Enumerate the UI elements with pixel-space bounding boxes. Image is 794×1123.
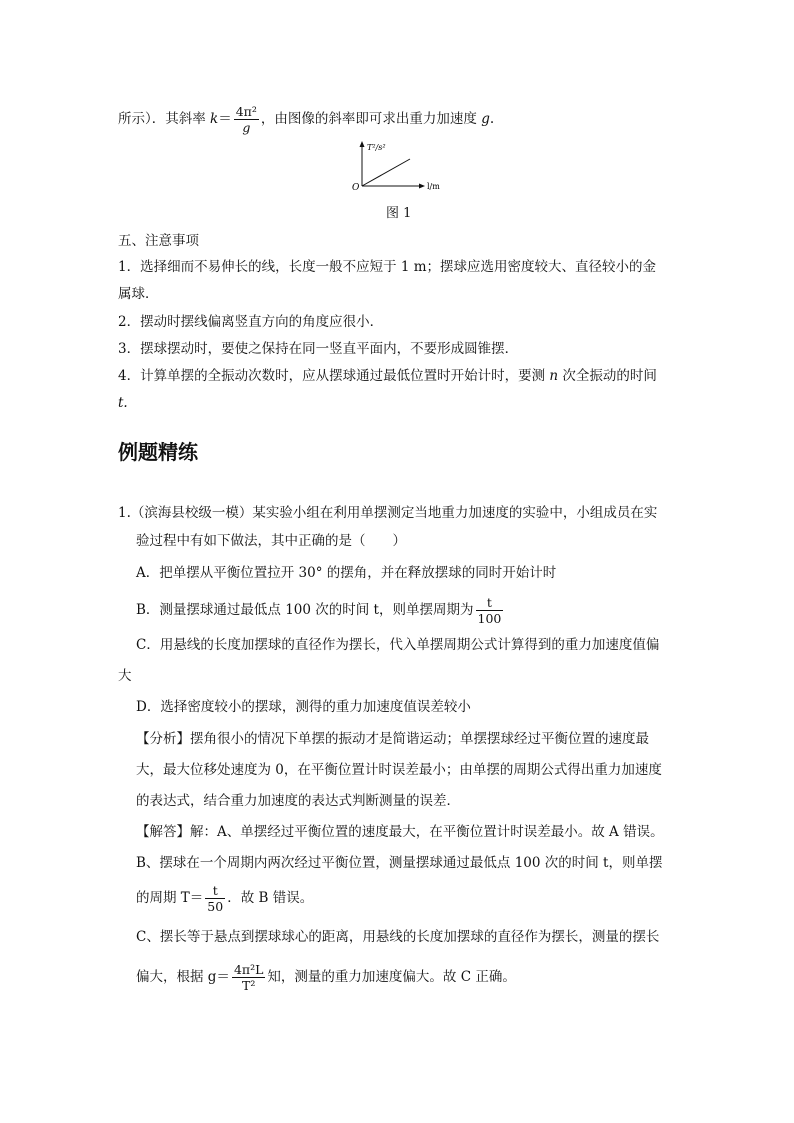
figure-caption: 图 1 [386,206,412,221]
x-axis-arrow [419,184,425,189]
analysis-line-2: 大，最大位移处速度为 0，在平衡位置计时误差最小；由单摆的周期公式得出重力加速度 [136,762,662,778]
fraction-numerator: 4π²L [233,962,264,977]
x-axis-label: l/m [427,182,440,191]
figure-graph [340,138,450,198]
note-4a [118,366,657,386]
solution-line-3 [136,883,313,914]
fraction-denominator: g [242,120,251,135]
analysis-line-1: 【分析】摆角很小的情况下单摆的振动才是简谐运动；单摆摆球经过平衡位置的速度最 [136,731,649,747]
solution-line-5 [136,962,516,993]
solution-line-1: 【解答】解：A、单摆经过平衡位置的速度最大，在平衡位置计时误差最小。故 A 错误。 [136,824,664,840]
note-4b: t. [118,395,128,411]
graph-line [362,159,410,186]
solution-line-2: B、摆球在一个周期内两次经过平衡位置，测量摆球通过最低点 100 次的时间 t，则单摆 [136,855,663,871]
note-1b: 属球． [118,286,159,302]
period-fraction [205,883,225,914]
text-segment: ．故 B 错误。 [227,890,314,906]
equals-sign: ＝ [218,111,232,127]
graph-svg [340,138,450,198]
option-b-fraction [476,595,504,626]
solution-line-4: C、摆长等于悬点到摆球球心的距离，用悬线的长度加摆球的直径作为摆长，测量的摆长 [136,929,660,945]
intro-slope-line [118,104,494,135]
text-segment: 所示）．其斜率 [118,111,211,127]
section-heading: 例题精练 [118,440,198,464]
fraction-denominator: 50 [207,899,224,914]
notes-title: 五、注意事项 [118,233,199,249]
slope-variable: k [210,111,219,127]
text-segment: 次全振动的时间 [558,368,657,384]
option-a: A．把单摆从平衡位置拉开 30° 的摆角，并在释放摆球的同时开始计时 [136,565,557,581]
y-axis-arrow [360,141,365,147]
question-line-2: 验过程中有如下做法，其中正确的是（ ） [136,533,406,549]
slope-fraction [234,104,259,135]
fraction-numerator: 4π² [235,104,257,119]
analysis-line-3: 的表达式，结合重力加速度的表达式判断测量的误差． [136,793,460,809]
note-1a: 1．选择细而不易伸长的线，长度一般不应短于 1 m；摆球应选用密度较大、直径较小的金 [118,259,657,275]
fraction-numerator: t [212,883,218,898]
fraction-denominator: 100 [477,611,502,626]
text-segment: 的周期 T＝ [136,890,204,906]
option-c-line-2: 大 [118,668,132,684]
text-segment: ，由图像的斜率即可求出重力加速度 [260,111,482,127]
option-b [136,595,505,626]
text-segment: . [489,111,495,127]
origin-label: O [352,183,360,193]
note-3: 3．摆球摆动时，要使之保持在同一竖直平面内，不要形成圆锥摆． [118,341,519,357]
text-segment: 偏大，根据 g＝ [136,969,230,985]
option-d: D．选择密度较小的摆球，测得的重力加速度值误差较小 [136,699,471,715]
gravity-fraction [232,962,265,993]
fraction-numerator: t [486,595,492,610]
text-segment: 4．计算单摆的全振动次数时，应从摆球通过最低位置时开始计时，要测 [118,368,550,384]
question-line-1: 1.（滨海县校级一模）某实验小组在利用单摆测定当地重力加速度的实验中，小组成员在实 [118,505,658,521]
text-segment: B．测量摆球通过最低点 100 次的时间 t，则单摆周期为 [136,602,474,618]
option-c-line-1: C．用悬线的长度加摆球的直径作为摆长，代入单摆周期公式计算得到的重力加速度值偏 [136,637,660,653]
gravity-variable: g [481,111,490,127]
y-axis-label: T²/s² [367,143,386,152]
note-2: 2．摆动时摆线偏离竖直方向的角度应很小． [118,314,384,330]
fraction-denominator: T² [242,978,256,993]
text-segment: 知，测量的重力加速度偏大。故 C 正确。 [267,969,516,985]
n-variable: n [549,368,559,384]
